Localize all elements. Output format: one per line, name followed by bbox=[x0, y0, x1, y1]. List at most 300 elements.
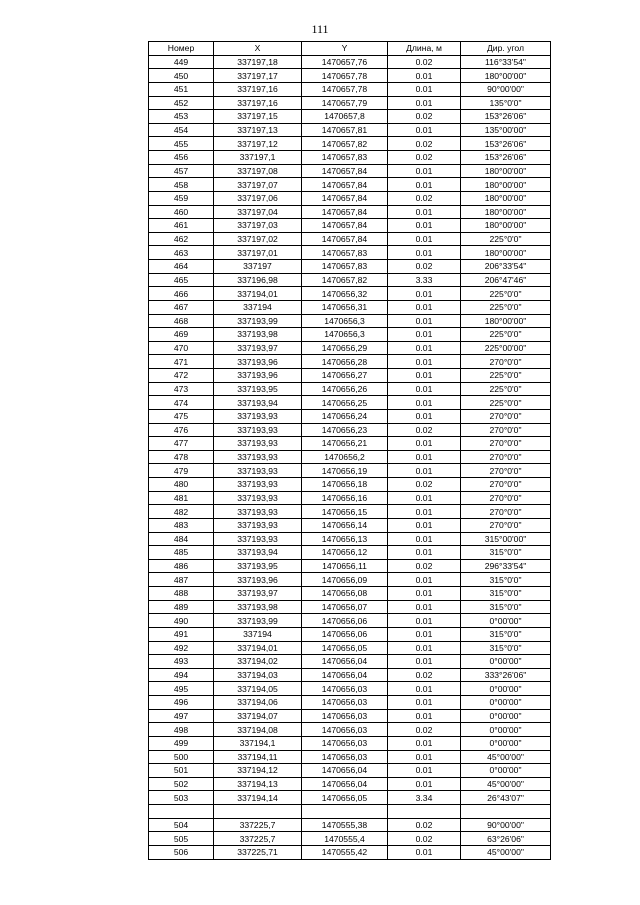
cell-direction-angle: 315°0'0" bbox=[461, 573, 551, 587]
cell-x: 337193,93 bbox=[214, 409, 302, 423]
cell-x: 337193,93 bbox=[214, 423, 302, 437]
cell-length: 0.01 bbox=[388, 382, 461, 396]
table-header bbox=[149, 42, 551, 56]
table-row bbox=[149, 273, 551, 287]
cell-number: 503 bbox=[149, 791, 214, 805]
cell-direction-angle: 270°0'0" bbox=[461, 464, 551, 478]
cell-y: 1470656,23 bbox=[302, 423, 388, 437]
cell-number: 501 bbox=[149, 764, 214, 778]
table-row bbox=[149, 219, 551, 233]
cell-y: 1470657,8 bbox=[302, 110, 388, 124]
cell-number: 474 bbox=[149, 396, 214, 410]
cell-direction-angle: 180°00'00" bbox=[461, 246, 551, 260]
cell-y: 1470656,25 bbox=[302, 396, 388, 410]
cell-number: 467 bbox=[149, 300, 214, 314]
cell-x: 337193,97 bbox=[214, 587, 302, 601]
cell-y: 1470656,18 bbox=[302, 478, 388, 492]
cell-direction-angle: 0°00'00" bbox=[461, 614, 551, 628]
cell-number: 477 bbox=[149, 437, 214, 451]
cell-direction-angle: 116°33'54" bbox=[461, 55, 551, 69]
table-row bbox=[149, 123, 551, 137]
cell-number: 490 bbox=[149, 614, 214, 628]
cell-y: 1470656,29 bbox=[302, 341, 388, 355]
cell-number: 471 bbox=[149, 355, 214, 369]
cell-length: 0.01 bbox=[388, 845, 461, 859]
cell-y: 1470656,12 bbox=[302, 546, 388, 560]
cell-length: 0.01 bbox=[388, 300, 461, 314]
cell-x: 337193,94 bbox=[214, 546, 302, 560]
cell-direction-angle: 333°26'06" bbox=[461, 668, 551, 682]
cell-number: 472 bbox=[149, 369, 214, 383]
cell-x: 337225,7 bbox=[214, 818, 302, 832]
cell-y: 1470656,26 bbox=[302, 382, 388, 396]
cell-number: 480 bbox=[149, 478, 214, 492]
cell-length: 0.01 bbox=[388, 709, 461, 723]
cell-length: 0.02 bbox=[388, 110, 461, 124]
cell-direction-angle: 45°00'00" bbox=[461, 777, 551, 791]
cell-x bbox=[214, 805, 302, 819]
cell-x: 337194,02 bbox=[214, 655, 302, 669]
cell-length: 0.01 bbox=[388, 82, 461, 96]
cell-number: 479 bbox=[149, 464, 214, 478]
cell-number: 481 bbox=[149, 491, 214, 505]
cell-x: 337197,12 bbox=[214, 137, 302, 151]
cell-direction-angle: 315°0'0" bbox=[461, 600, 551, 614]
cell-number: 491 bbox=[149, 627, 214, 641]
cell-direction-angle: 270°0'0" bbox=[461, 423, 551, 437]
cell-y: 1470555,42 bbox=[302, 845, 388, 859]
table-row bbox=[149, 137, 551, 151]
cell-x: 337193,98 bbox=[214, 600, 302, 614]
cell-x: 337197,04 bbox=[214, 205, 302, 219]
table-row bbox=[149, 110, 551, 124]
cell-number: 488 bbox=[149, 587, 214, 601]
cell-number: 497 bbox=[149, 709, 214, 723]
cell-x: 337194,14 bbox=[214, 791, 302, 805]
cell-direction-angle: 0°00'00" bbox=[461, 764, 551, 778]
header-x: X bbox=[214, 42, 302, 56]
table-row bbox=[149, 69, 551, 83]
cell-length: 0.01 bbox=[388, 546, 461, 560]
cell-y: 1470657,78 bbox=[302, 69, 388, 83]
cell-y: 1470657,78 bbox=[302, 82, 388, 96]
cell-length: 0.01 bbox=[388, 219, 461, 233]
table-row bbox=[149, 845, 551, 859]
cell-direction-angle: 270°0'0" bbox=[461, 518, 551, 532]
header-number: Номер bbox=[149, 42, 214, 56]
cell-number: 493 bbox=[149, 655, 214, 669]
cell-direction-angle: 153°26'06" bbox=[461, 151, 551, 165]
cell-direction-angle: 270°0'0" bbox=[461, 491, 551, 505]
table-row bbox=[149, 587, 551, 601]
cell-length: 0.02 bbox=[388, 137, 461, 151]
cell-x: 337193,96 bbox=[214, 573, 302, 587]
cell-y: 1470555,4 bbox=[302, 832, 388, 846]
cell-length: 0.01 bbox=[388, 355, 461, 369]
cell-direction-angle: 0°00'00" bbox=[461, 655, 551, 669]
table-row bbox=[149, 164, 551, 178]
cell-y: 1470657,76 bbox=[302, 55, 388, 69]
cell-length: 0.01 bbox=[388, 341, 461, 355]
table-row bbox=[149, 232, 551, 246]
table-row bbox=[149, 668, 551, 682]
cell-x: 337193,93 bbox=[214, 478, 302, 492]
cell-length: 0.01 bbox=[388, 627, 461, 641]
cell-x: 337194,12 bbox=[214, 764, 302, 778]
cell-length: 0.01 bbox=[388, 641, 461, 655]
cell-number: 453 bbox=[149, 110, 214, 124]
cell-length: 0.02 bbox=[388, 723, 461, 737]
cell-direction-angle: 180°00'00" bbox=[461, 191, 551, 205]
cell-direction-angle: 270°0'0" bbox=[461, 437, 551, 451]
cell-length: 0.01 bbox=[388, 450, 461, 464]
cell-length: 0.01 bbox=[388, 518, 461, 532]
cell-x: 337194,07 bbox=[214, 709, 302, 723]
cell-y: 1470656,31 bbox=[302, 300, 388, 314]
cell-direction-angle: 153°26'06" bbox=[461, 137, 551, 151]
cell-x: 337197,1 bbox=[214, 151, 302, 165]
cell-x: 337193,98 bbox=[214, 328, 302, 342]
table-row bbox=[149, 396, 551, 410]
cell-y: 1470656,27 bbox=[302, 369, 388, 383]
table-row bbox=[149, 82, 551, 96]
table-row bbox=[149, 409, 551, 423]
cell-x: 337197,07 bbox=[214, 178, 302, 192]
cell-length: 0.02 bbox=[388, 260, 461, 274]
cell-direction-angle: 180°00'00" bbox=[461, 178, 551, 192]
cell-x: 337194 bbox=[214, 300, 302, 314]
table-row bbox=[149, 723, 551, 737]
cell-x: 337194,08 bbox=[214, 723, 302, 737]
cell-length: 0.01 bbox=[388, 96, 461, 110]
cell-number: 483 bbox=[149, 518, 214, 532]
cell-length: 0.02 bbox=[388, 478, 461, 492]
cell-number: 459 bbox=[149, 191, 214, 205]
cell-x: 337197,17 bbox=[214, 69, 302, 83]
table-header-row bbox=[149, 42, 551, 56]
table-row bbox=[149, 764, 551, 778]
cell-length: 0.01 bbox=[388, 655, 461, 669]
cell-number: 460 bbox=[149, 205, 214, 219]
cell-length: 0.01 bbox=[388, 682, 461, 696]
cell-direction-angle: 0°00'00" bbox=[461, 736, 551, 750]
table-row bbox=[149, 559, 551, 573]
cell-number: 492 bbox=[149, 641, 214, 655]
cell-y bbox=[302, 805, 388, 819]
cell-number: 469 bbox=[149, 328, 214, 342]
cell-number: 478 bbox=[149, 450, 214, 464]
cell-x: 337193,94 bbox=[214, 396, 302, 410]
cell-y: 1470656,08 bbox=[302, 587, 388, 601]
cell-x: 337193,95 bbox=[214, 382, 302, 396]
cell-number: 452 bbox=[149, 96, 214, 110]
cell-number: 473 bbox=[149, 382, 214, 396]
cell-direction-angle: 90°00'00" bbox=[461, 818, 551, 832]
cell-x: 337194,1 bbox=[214, 736, 302, 750]
cell-length: 0.01 bbox=[388, 328, 461, 342]
cell-number: 476 bbox=[149, 423, 214, 437]
cell-length: 0.01 bbox=[388, 369, 461, 383]
table-row bbox=[149, 491, 551, 505]
table-row bbox=[149, 682, 551, 696]
cell-y: 1470656,14 bbox=[302, 518, 388, 532]
cell-direction-angle: 0°00'00" bbox=[461, 723, 551, 737]
cell-y: 1470657,84 bbox=[302, 232, 388, 246]
cell-x: 337193,95 bbox=[214, 559, 302, 573]
cell-direction-angle: 63°26'06" bbox=[461, 832, 551, 846]
cell-direction-angle: 45°00'00" bbox=[461, 750, 551, 764]
cell-number: 485 bbox=[149, 546, 214, 560]
cell-length: 0.01 bbox=[388, 573, 461, 587]
table-row bbox=[149, 96, 551, 110]
table-row bbox=[149, 300, 551, 314]
cell-x: 337193,93 bbox=[214, 518, 302, 532]
cell-length: 0.01 bbox=[388, 750, 461, 764]
cell-x: 337193,99 bbox=[214, 614, 302, 628]
cell-y: 1470656,03 bbox=[302, 709, 388, 723]
page-number: 111 bbox=[311, 22, 329, 36]
table-row bbox=[149, 437, 551, 451]
cell-length: 0.01 bbox=[388, 123, 461, 137]
cell-x: 337193,96 bbox=[214, 369, 302, 383]
cell-direction-angle: 26°43'07" bbox=[461, 791, 551, 805]
cell-direction-angle: 225°0'0" bbox=[461, 382, 551, 396]
cell-direction-angle: 315°00'00" bbox=[461, 532, 551, 546]
cell-direction-angle: 270°0'0" bbox=[461, 355, 551, 369]
cell-number: 495 bbox=[149, 682, 214, 696]
table-row bbox=[149, 532, 551, 546]
cell-number: 465 bbox=[149, 273, 214, 287]
cell-direction-angle: 180°00'00" bbox=[461, 164, 551, 178]
cell-x: 337197,08 bbox=[214, 164, 302, 178]
cell-direction-angle: 206°47'46" bbox=[461, 273, 551, 287]
cell-direction-angle: 270°0'0" bbox=[461, 409, 551, 423]
cell-number: 463 bbox=[149, 246, 214, 260]
cell-number: 454 bbox=[149, 123, 214, 137]
cell-number: 462 bbox=[149, 232, 214, 246]
cell-y: 1470656,24 bbox=[302, 409, 388, 423]
table-row bbox=[149, 314, 551, 328]
cell-number: 457 bbox=[149, 164, 214, 178]
cell-x: 337197,18 bbox=[214, 55, 302, 69]
table-body bbox=[149, 55, 551, 859]
cell-direction-angle: 0°00'00" bbox=[461, 696, 551, 710]
cell-y: 1470656,05 bbox=[302, 641, 388, 655]
cell-length: 0.01 bbox=[388, 491, 461, 505]
cell-x: 337194,13 bbox=[214, 777, 302, 791]
cell-y: 1470656,3 bbox=[302, 328, 388, 342]
cell-number: 502 bbox=[149, 777, 214, 791]
cell-direction-angle: 270°0'0" bbox=[461, 450, 551, 464]
cell-x: 337193,93 bbox=[214, 532, 302, 546]
table-row bbox=[149, 505, 551, 519]
cell-y: 1470656,32 bbox=[302, 287, 388, 301]
cell-x: 337194,11 bbox=[214, 750, 302, 764]
cell-length: 0.02 bbox=[388, 559, 461, 573]
cell-length: 0.01 bbox=[388, 314, 461, 328]
table-row bbox=[149, 450, 551, 464]
cell-x: 337197,03 bbox=[214, 219, 302, 233]
cell-length: 0.02 bbox=[388, 818, 461, 832]
table-row bbox=[149, 151, 551, 165]
cell-number: 486 bbox=[149, 559, 214, 573]
cell-direction-angle: 206°33'54" bbox=[461, 260, 551, 274]
cell-number: 449 bbox=[149, 55, 214, 69]
cell-length: 0.01 bbox=[388, 246, 461, 260]
cell-length: 0.01 bbox=[388, 205, 461, 219]
cell-direction-angle: 270°0'0" bbox=[461, 478, 551, 492]
cell-y: 1470656,19 bbox=[302, 464, 388, 478]
cell-y: 1470656,04 bbox=[302, 777, 388, 791]
cell-length: 0.01 bbox=[388, 464, 461, 478]
cell-number: 482 bbox=[149, 505, 214, 519]
cell-length: 0.01 bbox=[388, 178, 461, 192]
cell-y: 1470657,83 bbox=[302, 151, 388, 165]
cell-x: 337193,93 bbox=[214, 464, 302, 478]
cell-length: 0.01 bbox=[388, 600, 461, 614]
table-row bbox=[149, 777, 551, 791]
cell-direction-angle: 0°00'00" bbox=[461, 709, 551, 723]
cell-length: 0.01 bbox=[388, 232, 461, 246]
cell-y: 1470656,11 bbox=[302, 559, 388, 573]
cell-number: 484 bbox=[149, 532, 214, 546]
cell-length: 0.01 bbox=[388, 396, 461, 410]
cell-length: 3.33 bbox=[388, 273, 461, 287]
coordinates-table bbox=[148, 41, 551, 860]
cell-y: 1470656,13 bbox=[302, 532, 388, 546]
table-row bbox=[149, 627, 551, 641]
cell-y: 1470657,84 bbox=[302, 205, 388, 219]
cell-y: 1470657,83 bbox=[302, 260, 388, 274]
cell-x: 337197,01 bbox=[214, 246, 302, 260]
cell-direction-angle: 225°0'0" bbox=[461, 396, 551, 410]
cell-x: 337225,7 bbox=[214, 832, 302, 846]
cell-number: 504 bbox=[149, 818, 214, 832]
cell-y: 1470656,09 bbox=[302, 573, 388, 587]
cell-direction-angle: 90°00'00" bbox=[461, 82, 551, 96]
cell-x: 337194,03 bbox=[214, 668, 302, 682]
cell-direction-angle: 270°0'0" bbox=[461, 505, 551, 519]
cell-length: 0.01 bbox=[388, 736, 461, 750]
table-row bbox=[149, 423, 551, 437]
cell-y: 1470657,84 bbox=[302, 178, 388, 192]
cell-y: 1470555,38 bbox=[302, 818, 388, 832]
cell-length: 0.01 bbox=[388, 764, 461, 778]
cell-number: 505 bbox=[149, 832, 214, 846]
cell-x: 337197,15 bbox=[214, 110, 302, 124]
cell-x: 337197,13 bbox=[214, 123, 302, 137]
cell-length: 0.02 bbox=[388, 55, 461, 69]
cell-number: 494 bbox=[149, 668, 214, 682]
cell-number: 464 bbox=[149, 260, 214, 274]
cell-x: 337197,16 bbox=[214, 82, 302, 96]
cell-direction-angle: 225°0'0" bbox=[461, 232, 551, 246]
cell-x: 337225,71 bbox=[214, 845, 302, 859]
cell-number: 451 bbox=[149, 82, 214, 96]
cell-length: 0.02 bbox=[388, 668, 461, 682]
cell-x: 337196,98 bbox=[214, 273, 302, 287]
cell-y: 1470657,84 bbox=[302, 219, 388, 233]
cell-number: 500 bbox=[149, 750, 214, 764]
cell-y: 1470657,79 bbox=[302, 96, 388, 110]
table-row bbox=[149, 205, 551, 219]
cell-direction-angle: 315°0'0" bbox=[461, 641, 551, 655]
cell-direction-angle: 135°0'0" bbox=[461, 96, 551, 110]
cell-y: 1470656,07 bbox=[302, 600, 388, 614]
cell-number: 458 bbox=[149, 178, 214, 192]
cell-direction-angle bbox=[461, 805, 551, 819]
cell-length: 0.01 bbox=[388, 696, 461, 710]
cell-y: 1470656,03 bbox=[302, 723, 388, 737]
table-row bbox=[149, 750, 551, 764]
cell-number: 499 bbox=[149, 736, 214, 750]
table-row bbox=[149, 55, 551, 69]
cell-direction-angle: 180°00'00" bbox=[461, 219, 551, 233]
cell-direction-angle: 153°26'06" bbox=[461, 110, 551, 124]
cell-x: 337194,06 bbox=[214, 696, 302, 710]
table-row bbox=[149, 573, 551, 587]
cell-length: 0.01 bbox=[388, 69, 461, 83]
cell-length: 0.01 bbox=[388, 409, 461, 423]
cell-y: 1470656,04 bbox=[302, 668, 388, 682]
cell-direction-angle: 315°0'0" bbox=[461, 627, 551, 641]
cell-length: 0.02 bbox=[388, 151, 461, 165]
cell-x: 337194,05 bbox=[214, 682, 302, 696]
cell-x: 337193,96 bbox=[214, 355, 302, 369]
cell-length: 0.01 bbox=[388, 532, 461, 546]
cell-direction-angle: 180°00'00" bbox=[461, 69, 551, 83]
table-row bbox=[149, 260, 551, 274]
table-row bbox=[149, 464, 551, 478]
cell-direction-angle: 225°0'0" bbox=[461, 369, 551, 383]
cell-direction-angle: 45°00'00" bbox=[461, 845, 551, 859]
cell-direction-angle: 315°0'0" bbox=[461, 587, 551, 601]
table-row bbox=[149, 805, 551, 819]
cell-x: 337193,97 bbox=[214, 341, 302, 355]
cell-y: 1470656,03 bbox=[302, 682, 388, 696]
cell-direction-angle: 225°0'0" bbox=[461, 300, 551, 314]
cell-number: 455 bbox=[149, 137, 214, 151]
table-row bbox=[149, 832, 551, 846]
table-row bbox=[149, 382, 551, 396]
cell-y: 1470656,03 bbox=[302, 736, 388, 750]
cell-number: 450 bbox=[149, 69, 214, 83]
table-row bbox=[149, 287, 551, 301]
cell-length: 3.34 bbox=[388, 791, 461, 805]
cell-x: 337193,99 bbox=[214, 314, 302, 328]
table-row bbox=[149, 736, 551, 750]
cell-y: 1470657,82 bbox=[302, 273, 388, 287]
cell-length: 0.01 bbox=[388, 777, 461, 791]
cell-y: 1470656,28 bbox=[302, 355, 388, 369]
table-row bbox=[149, 328, 551, 342]
cell-y: 1470657,81 bbox=[302, 123, 388, 137]
table-row bbox=[149, 341, 551, 355]
cell-y: 1470656,15 bbox=[302, 505, 388, 519]
cell-number: 489 bbox=[149, 600, 214, 614]
cell-y: 1470656,06 bbox=[302, 627, 388, 641]
cell-length: 0.01 bbox=[388, 614, 461, 628]
cell-y: 1470656,06 bbox=[302, 614, 388, 628]
cell-y: 1470656,3 bbox=[302, 314, 388, 328]
cell-x: 337194 bbox=[214, 627, 302, 641]
header-y: Y bbox=[302, 42, 388, 56]
cell-direction-angle: 225°0'0" bbox=[461, 287, 551, 301]
cell-length: 0.02 bbox=[388, 191, 461, 205]
cell-x: 337194,01 bbox=[214, 641, 302, 655]
cell-number: 475 bbox=[149, 409, 214, 423]
cell-x: 337193,93 bbox=[214, 450, 302, 464]
